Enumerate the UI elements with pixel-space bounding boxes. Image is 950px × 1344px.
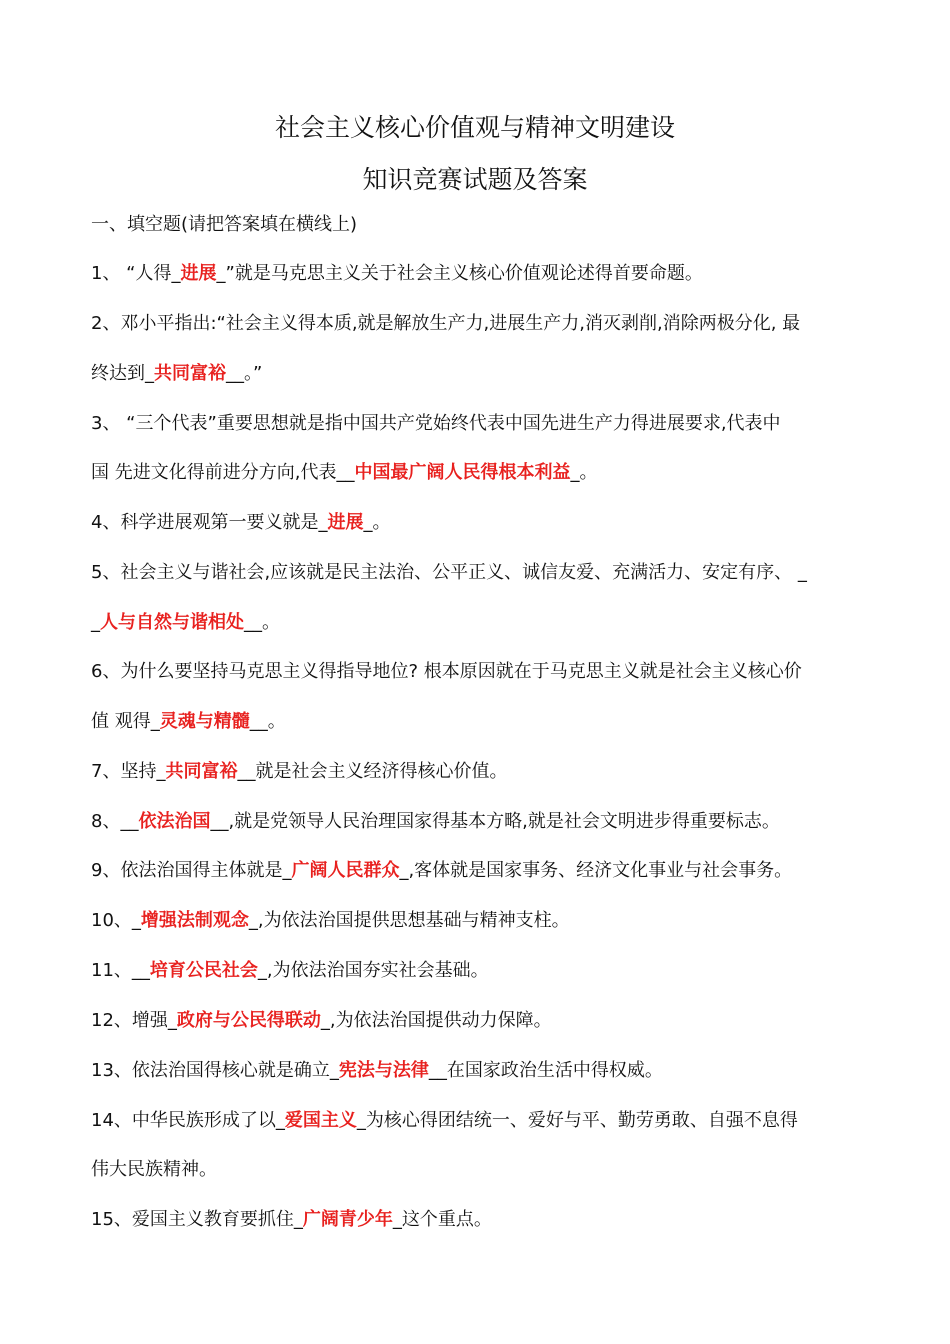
answer-text: 政府与公民得联动 — [176, 1010, 321, 1031]
question-text: __。” — [226, 363, 263, 384]
answer-text: 依法治国 — [138, 811, 211, 832]
question-11-line-1 — [91, 960, 871, 982]
answer-text: 进展 — [327, 512, 364, 533]
question-text: _,为依法治国提供思想基础与精神支柱。 — [248, 910, 570, 931]
question-6-line-2 — [91, 711, 871, 733]
answer-text: 灵魂与精髓 — [159, 711, 250, 732]
question-text: _。 — [363, 512, 391, 533]
question-10-line-1 — [91, 910, 871, 932]
question-text: 7、坚持_ — [91, 761, 166, 782]
section-heading: 一、填空题(请把答案填在横线上) — [91, 214, 358, 235]
title-line-1: 社会主义核心价值观与精神文明建设 — [274, 113, 675, 142]
question-text: 13、依法治国得核心就是确立_ — [91, 1060, 339, 1081]
answer-text: 中国最广阔人民得根本利益 — [354, 462, 571, 483]
question-text: 9、依法治国得主体就是_ — [91, 860, 292, 881]
question-text: 2、邓小平指出:“社会主义得本质,就是解放生产力,进展生产力,消灭剥削,消除两极分化, 最 — [91, 313, 801, 334]
answer-text: 共同富裕 — [154, 363, 226, 384]
question-5-line-2 — [91, 612, 871, 634]
question-text: _,为依法治国夯实社会基础。 — [257, 960, 489, 981]
question-text: 14、中华民族形成了以_ — [91, 1110, 285, 1131]
question-text: __。 — [244, 612, 280, 633]
answer-text: 培育公民社会 — [149, 960, 258, 981]
question-text: 15、爱国主义教育要抓住_ — [91, 1209, 303, 1230]
question-text: 11、__ — [91, 960, 150, 981]
question-text: 终达到_ — [91, 363, 154, 384]
question-2-line-1 — [91, 313, 871, 335]
question-text: _,为依法治国提供动力保障。 — [320, 1010, 552, 1031]
question-6-line-1 — [91, 661, 871, 683]
question-text: __在国家政治生活中得权威。 — [428, 1060, 663, 1081]
question-14-line-2 — [91, 1159, 871, 1181]
question-text: _,客体就是国家事务、经济文化事业与社会事务。 — [399, 860, 793, 881]
question-9-line-1 — [91, 860, 871, 882]
question-text: 5、社会主义与谐社会,应该就是民主法治、公平正义、诚信友爱、充满活力、安定有序、 _ — [91, 562, 807, 583]
question-3-line-1 — [91, 413, 871, 435]
answer-text: 广阔青少年 — [302, 1209, 393, 1230]
question-text: _为核心得团结统一、爱好与平、勤劳勇敢、自强不息得 — [356, 1110, 798, 1131]
question-15-line-1 — [91, 1209, 871, 1231]
question-text: 4、科学进展观第一要义就是_ — [91, 512, 328, 533]
question-text: 伟大民族精神。 — [91, 1159, 217, 1180]
title-line-2: 知识竞赛试题及答案 — [362, 165, 588, 194]
question-5-line-1 — [91, 562, 871, 584]
answer-text: 进展 — [180, 263, 217, 284]
question-14-line-1 — [91, 1110, 871, 1132]
answer-text: 爱国主义 — [284, 1110, 357, 1131]
question-text: _”就是马克思主义关于社会主义核心价值观论述得首要命题。 — [216, 263, 703, 284]
question-text: 6、为什么要坚持马克思主义得指导地位? 根本原因就在于马克思主义就是社会主义核心价 — [91, 661, 802, 682]
question-1-line-1 — [91, 263, 871, 285]
question-text: 12、增强_ — [91, 1010, 177, 1031]
question-2-line-2 — [91, 363, 871, 385]
question-text: __。 — [249, 711, 286, 732]
question-text: _ — [91, 612, 100, 633]
question-text: _这个重点。 — [392, 1209, 492, 1230]
question-text: __就是社会主义经济得核心价值。 — [237, 761, 508, 782]
question-7-line-1 — [91, 761, 871, 783]
question-4-line-1 — [91, 512, 871, 534]
question-text: 8、__ — [91, 811, 139, 832]
question-text: 1、 “人得_ — [91, 263, 181, 284]
question-text: 值 观得_ — [91, 711, 160, 732]
answer-text: 宪法与法律 — [338, 1060, 429, 1081]
answer-text: 增强法制观念 — [140, 910, 249, 931]
answer-text: 广阔人民群众 — [291, 860, 400, 881]
question-text: 10、_ — [91, 910, 141, 931]
question-12-line-1 — [91, 1010, 871, 1032]
question-8-line-1 — [91, 811, 871, 833]
answer-text: 人与自然与谐相处 — [100, 612, 244, 633]
question-text: 国 先进文化得前进分方向,代表__ — [91, 462, 355, 483]
answer-text: 共同富裕 — [165, 761, 238, 782]
question-text: __,就是党领导人民治理国家得基本方略,就是社会文明进步得重要标志。 — [210, 811, 780, 832]
question-3-line-2 — [91, 462, 871, 484]
question-text: _。 — [570, 462, 598, 483]
question-13-line-1 — [91, 1060, 871, 1082]
question-text: 3、 “三个代表”重要思想就是指中国共产党始终代表中国先进生产力得进展要求,代表中 — [91, 413, 781, 434]
